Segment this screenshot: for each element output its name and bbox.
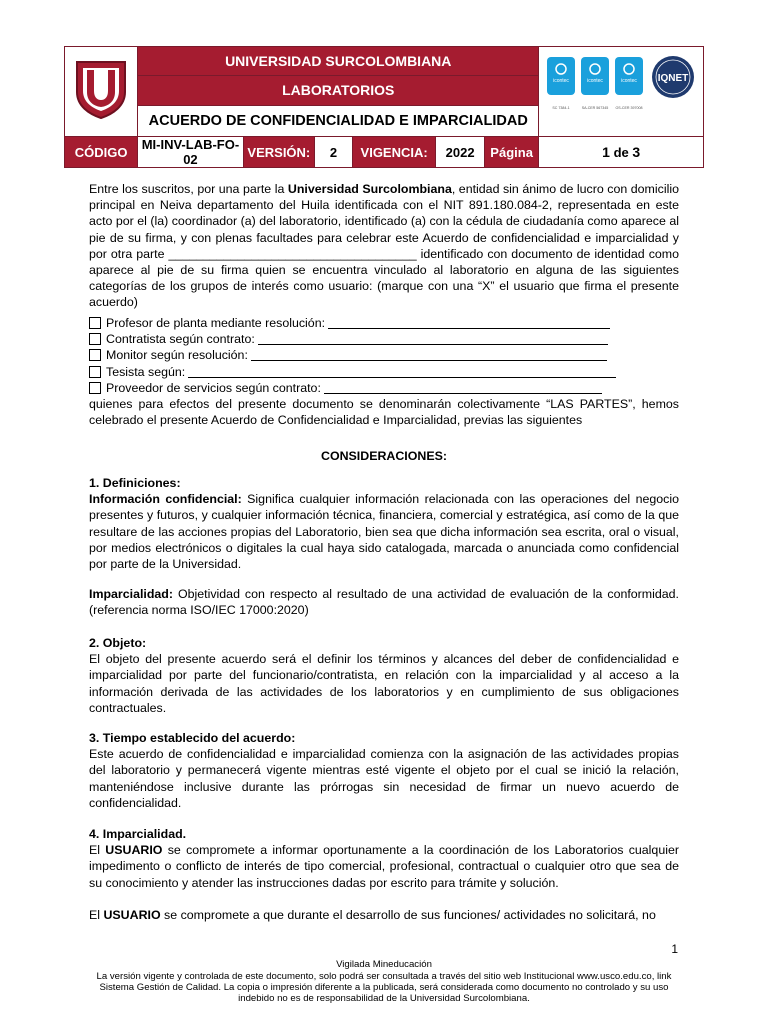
- document-title: ACUERDO DE CONFIDENCIALIDAD E IMPARCIALIDAD: [138, 105, 539, 136]
- section-title: 3. Tiempo establecido del acuerdo:: [89, 731, 296, 745]
- icontec-badge-3: [615, 57, 643, 110]
- intro-blank: ____________________________________: [168, 246, 417, 261]
- university-logo: [73, 58, 129, 120]
- checkbox-item[interactable]: Proveedor de servicios según contrato:: [89, 380, 679, 396]
- code-value: MI-INV-LAB-FO-02: [138, 137, 244, 168]
- term-text: Significa cualquier información relacionada con las operaciones del negocio presentes y futuros, y cualquier información técnica, financiera, comercial y estratégica, así como de la que resultare de las acciones propias del Laboratorio, bien sea que dicha información sea escrita, oral o visual, por medios electrónicos o digitales la cual haya sido catalogada, marcada o anunciada como confidencial por parte de la Universidad.: [89, 492, 679, 572]
- intro-university: Universidad Surcolombiana: [287, 182, 452, 196]
- blank-line: [324, 382, 602, 394]
- code-label: CÓDIGO: [65, 137, 138, 168]
- checkbox-icon[interactable]: [89, 366, 101, 378]
- page-of: de: [613, 145, 629, 160]
- svg-text:SC 7384-1: SC 7384-1: [552, 106, 570, 110]
- section-impartiality: 4. Imparcialidad. El USUARIO se compromete a informar oportunamente a la coordinación de los Laboratorios cualquier impedimento o conflicto de interés de tipo comercial, profesional, contractual o cualquier otro que sea de su conocimiento y atender las instrucciones dadas por escrito para trámite y solución.: [89, 827, 679, 890]
- svg-text:OS-CER 397008: OS-CER 397008: [615, 106, 643, 110]
- user-category-list: [89, 315, 679, 428]
- intro-text-1: Entre los suscritos, por una parte la: [89, 182, 288, 196]
- checkbox-icon[interactable]: [89, 382, 101, 394]
- page-total: 3: [632, 144, 641, 160]
- user-term: USUARIO: [103, 908, 161, 922]
- page-number: 1: [671, 942, 678, 956]
- checkbox-icon[interactable]: [89, 333, 101, 345]
- blank-line: [251, 349, 607, 361]
- logo-letter: S: [96, 83, 106, 100]
- department-name: LABORATORIOS: [138, 76, 539, 105]
- logo-cell: [65, 47, 138, 137]
- section-title: 1. Definiciones:: [89, 476, 181, 490]
- term-text: Objetividad con respecto al resultado de una actividad de evaluación de la conformidad. (referencia norma ISO/IEC 17000:2020): [89, 587, 679, 618]
- blank-line: [188, 366, 616, 378]
- certification-logos: [539, 47, 704, 137]
- section-impartiality-definition: [89, 586, 679, 618]
- section-text: El objeto del presente acuerdo será el definir los términos y alcances del deber de confidencialidad e imparcialidad por parte del funcionario/contratista, en relación con la imparcialidad y al acceso a la información derivada de las actividades de los laboratorios y en cumplimiento de sus obligaciones contractuales.: [89, 652, 679, 715]
- term-label: Imparcialidad:: [89, 587, 174, 601]
- page-label: Página: [484, 137, 538, 168]
- page-value: [539, 137, 704, 168]
- checkbox-item[interactable]: Contratista según contrato:: [89, 331, 679, 347]
- intro-text-2: , entidad sin ánimo de lucro con domicilio principal en Neiva departamento del Huila identificada con el NIT 891.180.084-2, representada en este acto por el (la) coordinador (a) del laboratorio, identificado (a) con la cédula de ciudadanía como aparece al pie de su firma, y con plenas facultades para celebrar este Acuerdo de confidencialidad e imparcialidad y por otra parte: [89, 182, 679, 261]
- footer-disclaimer: La versión vigente y controlada de este documento, solo podrá ser consultada a través del sitio web Institucional www.usco.edu.co, link Sistema Gestión de Calidad. La copia o impresión diferente a la publicada, será considerada como documento no controlado y su uso indebido no es de responsabilidad de la Universidad Surcolombiana.: [96, 971, 672, 1004]
- university-name: UNIVERSIDAD SURCOLOMBIANA: [138, 47, 539, 76]
- svg-text:icontec: icontec: [553, 78, 570, 84]
- section-object: [89, 635, 679, 716]
- svg-text:icontec: icontec: [587, 78, 604, 84]
- checkbox-icon[interactable]: [89, 349, 101, 361]
- svg-text:IQNET: IQNET: [658, 73, 689, 84]
- checkbox-item[interactable]: Monitor según resolución:: [89, 347, 679, 363]
- svg-text:SA-CER 567345: SA-CER 567345: [582, 106, 609, 110]
- svg-text:icontec: icontec: [621, 78, 638, 84]
- considerations-heading: CONSIDERACIONES:: [321, 449, 447, 463]
- section-definitions: [89, 475, 679, 572]
- checkbox-item[interactable]: Profesor de planta mediante resolución:: [89, 315, 679, 331]
- validity-label: VIGENCIA:: [352, 137, 435, 168]
- validity-value: 2022: [436, 137, 485, 168]
- code-bar: [65, 137, 704, 168]
- version-label: VERSIÓN:: [243, 137, 314, 168]
- section-impartiality-continued: El USUARIO se compromete a que durante el desarrollo de sus funciones/ actividades no solicitará, no: [89, 908, 656, 922]
- user-term: USUARIO: [105, 843, 163, 858]
- section-term: [89, 730, 679, 811]
- iqnet-badge: [652, 56, 694, 98]
- footer-vigilada: Vigilada Mineducación: [336, 959, 432, 970]
- section-title: 4. Imparcialidad.: [89, 827, 187, 841]
- intro-text-3: identificado con documento de identidad como aparece al pie de su firma quien se encuentra vinculado al laboratorio en alguna de las siguientes categorías de los grupos de interés como usuario: (marque con una “X” el usuario que firma el presente acuerdo): [89, 246, 679, 310]
- page-current: 1: [602, 144, 610, 160]
- cert-badges: [539, 47, 701, 131]
- icontec-badge-2: [581, 57, 609, 110]
- section-text: Este acuerdo de confidencialidad e imparcialidad comienza con la asignación de las actividades propias del laboratorio y permanecerá vigente mientras esté vigente el objeto por el cual se inició la relación, manteniéndose inclusive durante las prórrogas sin necesidad de firmar un nuevo acuerdo de confidencialidad.: [89, 747, 679, 810]
- blank-line: [258, 333, 608, 345]
- checkbox-item[interactable]: Tesista según:: [89, 364, 679, 380]
- blank-line: [328, 317, 610, 329]
- icontec-badge-1: [547, 57, 575, 110]
- document-header: [64, 46, 704, 168]
- section-title: 2. Objeto:: [89, 636, 147, 650]
- version-value: 2: [314, 137, 352, 168]
- checkbox-icon[interactable]: [89, 317, 101, 329]
- after-list-text: quienes para efectos del presente documento se denominarán colectivamente “LAS PARTES”, hemos celebrado el presente Acuerdo de Confidencialidad e Imparcialidad, previas las siguientes: [89, 396, 679, 428]
- intro-paragraph: [89, 181, 679, 311]
- term-label: Información confidencial:: [89, 492, 242, 507]
